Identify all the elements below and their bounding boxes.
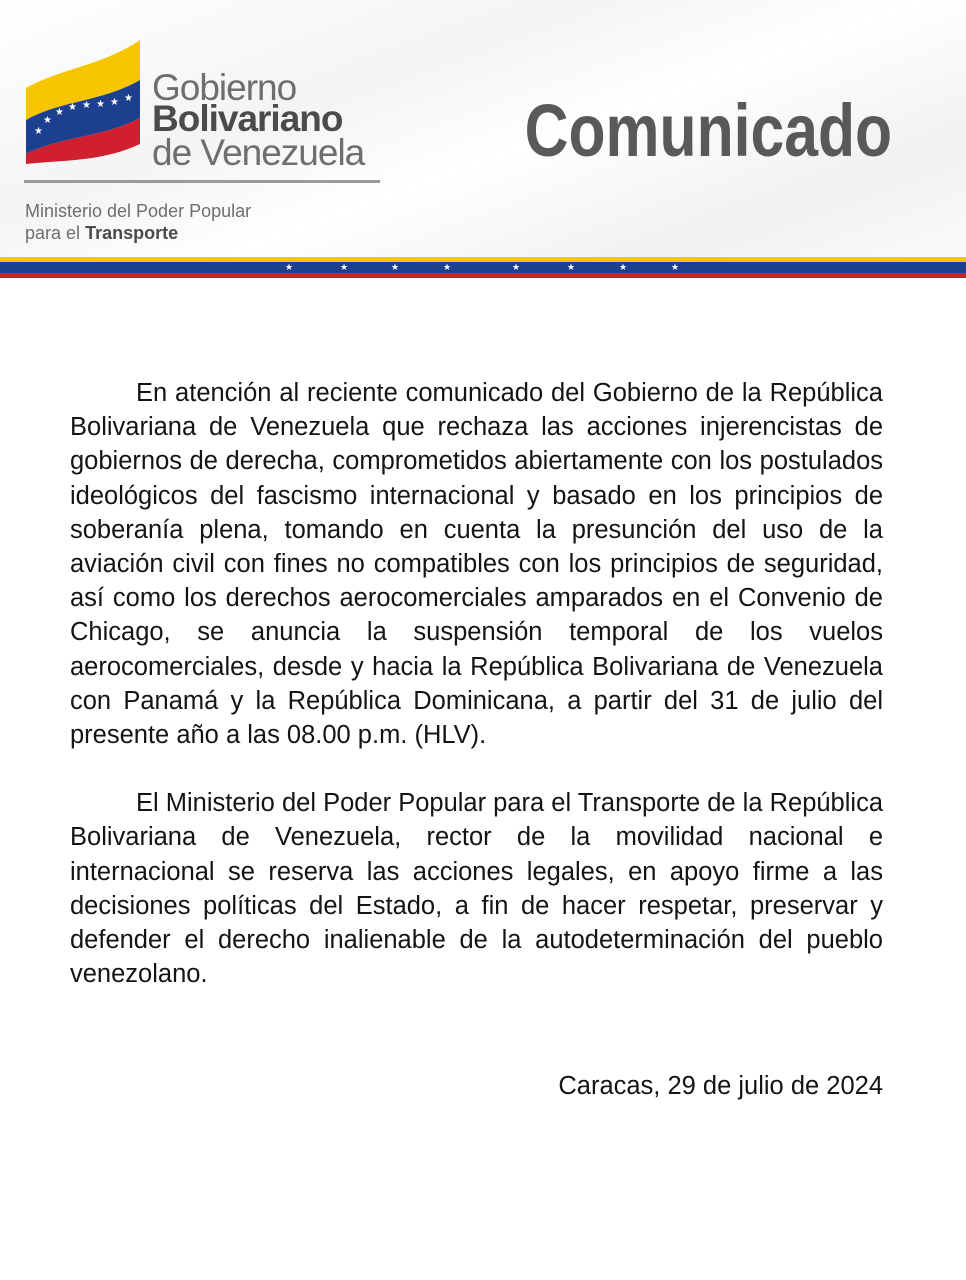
logo-text-gobierno: Gobierno bbox=[152, 67, 297, 108]
ministry-line-1: Ministerio del Poder Popular bbox=[25, 201, 252, 221]
paragraph-1: En atención al reciente comunicado del Gobierno de la República Bolivariana de Venezuela que rechaza las acciones injerencistas de gobiernos de derecha, comprometidos abiertamente con los postulados ideológicos del fascismo internacional y basado en los principios de soberanía plena, tomando en cuenta la presunción del uso de la aviación civil con fines no compatibles con los principios de seguridad, así como los derechos aerocomerciales amparados en el Convenio de Chicago, se anuncia la suspensión temporal de los vuelos aerocomerciales, desde y hacia la República Bolivariana de Venezuela con Panamá y la República Dominicana, a partir del 31 de julio del presente año a las 08.00 p.m. (HLV). bbox=[70, 379, 883, 750]
svg-text:★: ★ bbox=[96, 99, 105, 110]
ministry-transport: Transporte bbox=[85, 223, 179, 243]
page-title: Comunicado bbox=[524, 89, 892, 172]
svg-text:★: ★ bbox=[43, 115, 52, 126]
signature-date: Caracas, 29 de julio de 2024 bbox=[558, 1072, 883, 1100]
star-icon: ★ bbox=[671, 262, 680, 272]
star-icon: ★ bbox=[340, 262, 349, 272]
stripe-stars bbox=[0, 261, 966, 273]
venezuela-flag-logo bbox=[22, 38, 144, 166]
svg-text:★: ★ bbox=[110, 97, 119, 108]
svg-text:★: ★ bbox=[68, 102, 77, 113]
paragraph-2: El Ministerio del Poder Popular para el Transporte de la República Bolivariana de Venezuela, rector de la movilidad nacional e internacional se reserva las acciones legales, en apoyo firme a las decisiones políticas del Estado, a fin de hacer respetar, preservar y defender el derecho inalienable de la autodeterminación del pueblo venezolano. bbox=[70, 789, 883, 989]
star-icon: ★ bbox=[512, 262, 521, 272]
stripe-red bbox=[0, 273, 966, 278]
logo-text-venezuela: de Venezuela bbox=[152, 132, 365, 173]
logo-divider bbox=[24, 180, 380, 183]
star-icon: ★ bbox=[285, 262, 294, 272]
ministry-line-2 bbox=[25, 222, 251, 244]
star-icon: ★ bbox=[391, 262, 400, 272]
star-icon: ★ bbox=[443, 262, 452, 272]
star-icon: ★ bbox=[567, 262, 576, 272]
flag-stripe-band bbox=[0, 257, 966, 279]
star-icon: ★ bbox=[619, 262, 628, 272]
communique-body bbox=[70, 376, 883, 991]
svg-text:★: ★ bbox=[34, 126, 43, 137]
letterhead bbox=[0, 0, 966, 262]
svg-text:★: ★ bbox=[82, 100, 91, 111]
ministry-prefix: para el bbox=[25, 223, 81, 243]
svg-text:★: ★ bbox=[55, 107, 64, 118]
svg-text:★: ★ bbox=[124, 93, 133, 104]
ministry-name bbox=[25, 200, 251, 244]
logo-text-bolivariano: Bolivariano bbox=[152, 98, 343, 139]
